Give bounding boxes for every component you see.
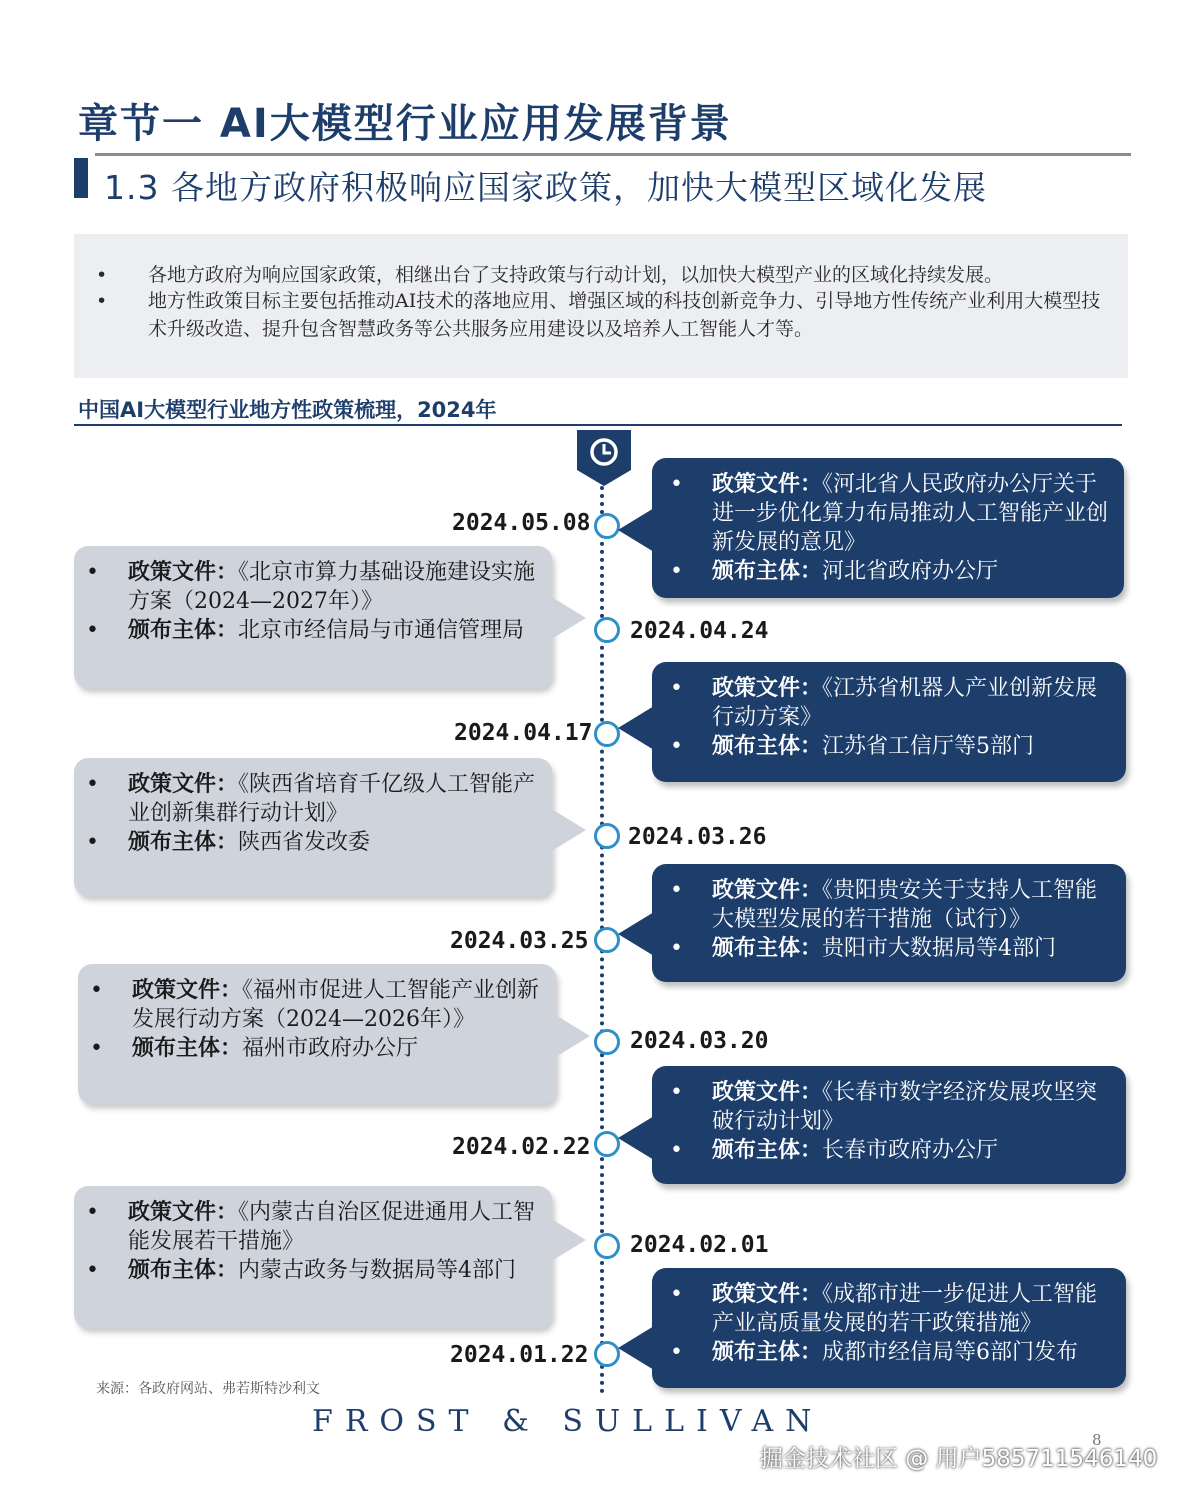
policy-issuer-text [670, 934, 1116, 963]
policy-document-label: 政策文件： [712, 877, 823, 903]
policy-issuer-text [86, 828, 542, 857]
policy-card [74, 758, 552, 896]
bullet-icon: • [86, 1200, 99, 1225]
section-divider [95, 153, 1131, 156]
policy-document-text [86, 770, 542, 828]
policy-document-row [86, 1198, 542, 1256]
policy-issuer-text [86, 616, 542, 645]
policy-issuer-name: 贵阳市大数据局等4部门 [822, 936, 1057, 961]
card-pointer [550, 596, 586, 640]
policy-document-label: 政策文件： [128, 1199, 239, 1225]
bullet-icon: • [86, 830, 99, 855]
card-pointer [618, 508, 654, 552]
bullet-icon: • [670, 878, 683, 903]
policy-issuer-row [670, 1338, 1116, 1367]
chapter-title: 章节一 AI大模型行业应用发展背景 [78, 101, 732, 147]
policy-card [652, 458, 1124, 598]
policy-issuer-label: 颁布主体： [128, 829, 239, 855]
frost-sullivan-logo: FROST & SULLIVAN [312, 1404, 824, 1439]
timeline-header-badge [575, 430, 633, 492]
timeline-date: 2024.02.22 [452, 1134, 591, 1160]
policy-issuer-row [90, 1034, 546, 1063]
policy-issuer-name: 成都市经信局等6部门发布 [822, 1340, 1079, 1365]
policy-document-text [86, 558, 542, 616]
policy-issuer-row [86, 616, 542, 645]
timeline-node [594, 721, 620, 747]
summary-point: 地方性政策目标主要包括推动AI技术的落地应用、增强区域的科技创新竞争力、引导地方性传统产业利用大模型技术升级改造、提升包含智慧政务等公共服务应用建设以及培养人工智能人才等。 [148, 290, 1101, 340]
policy-issuer-text [90, 1034, 546, 1063]
policy-document-row [86, 770, 542, 828]
policy-issuer-row [86, 1256, 542, 1285]
policy-document-row [670, 470, 1114, 557]
policy-document-title: 《成都市进一步促进人工智能产业高质量发展的若干政策措施》 [712, 1282, 1098, 1336]
policy-document-title: 《陕西省培育千亿级人工智能产业创新集群行动计划》 [128, 772, 536, 826]
policy-card [652, 864, 1126, 982]
timeline-date: 2024.04.24 [630, 618, 769, 644]
policy-document-row [670, 674, 1116, 732]
policy-issuer-row [670, 732, 1116, 761]
timeline-date: 2024.03.25 [450, 928, 589, 954]
card-pointer [618, 706, 654, 750]
policy-issuer-label: 颁布主体： [712, 558, 823, 584]
watermark: 掘金技术社区 @ 用户585711546140 [760, 1446, 1158, 1472]
policy-issuer-label: 颁布主体： [712, 1339, 823, 1365]
clock-icon [575, 430, 633, 488]
policy-document-text [90, 976, 546, 1034]
bullet-icon: • [86, 772, 99, 797]
policy-document-text [86, 1198, 542, 1256]
policy-document-row [86, 558, 542, 616]
policy-issuer-name: 河北省政府办公厅 [822, 559, 999, 584]
policy-issuer-name: 陕西省发改委 [238, 830, 371, 855]
policy-issuer-row [670, 1136, 1116, 1165]
policy-issuer-text [86, 1256, 542, 1285]
policy-issuer-row [670, 934, 1116, 963]
policy-document-text [670, 470, 1114, 557]
policy-issuer-text [670, 557, 1114, 586]
policy-document-title: 《福州市促进人工智能产业创新发展行动方案（2024—2026年）》 [132, 978, 540, 1032]
summary-bullet: • [96, 290, 108, 312]
policy-document-label: 政策文件： [128, 771, 239, 797]
policy-card [78, 964, 556, 1104]
source-note: 来源：各政府网站、弗若斯特沙利文 [96, 1381, 320, 1397]
bullet-icon: • [86, 560, 99, 585]
policy-document-title: 《贵阳贵安关于支持人工智能大模型发展的若干措施（试行）》 [712, 878, 1098, 932]
policy-issuer-text [670, 1338, 1116, 1367]
chart-title: 中国AI大模型行业地方性政策梳理，2024年 [78, 398, 497, 422]
bullet-icon: • [670, 1080, 683, 1105]
bullet-icon: • [86, 1258, 99, 1283]
section-title: 1.3 各地方政府积极响应国家政策，加快大模型区域化发展 [104, 168, 987, 207]
policy-document-row [670, 1078, 1116, 1136]
summary-point: 各地方政府为响应国家政策，相继出台了支持政策与行动计划，以加快大模型产业的区域化持续发展。 [148, 264, 1004, 286]
policy-issuer-text [670, 732, 1116, 761]
policy-card [74, 1186, 552, 1328]
timeline-node [594, 1029, 620, 1055]
policy-document-label: 政策文件： [128, 559, 239, 585]
timeline-node [594, 1341, 620, 1367]
policy-card [652, 1268, 1126, 1388]
policy-document-title: 《长春市数字经济发展攻坚突破行动计划》 [712, 1080, 1098, 1134]
policy-issuer-row [86, 828, 542, 857]
chart-title-rule [74, 424, 1122, 426]
policy-document-label: 政策文件： [712, 1079, 823, 1105]
policy-card [74, 546, 552, 688]
policy-issuer-label: 颁布主体： [712, 733, 823, 759]
timeline-date: 2024.03.20 [630, 1028, 769, 1054]
bullet-icon: • [86, 618, 99, 643]
bullet-icon: • [670, 1340, 683, 1365]
bullet-icon: • [90, 1036, 103, 1061]
page-number: 8 [1092, 1431, 1102, 1449]
timeline-date: 2024.04.17 [454, 720, 593, 746]
timeline-date: 2024.05.08 [452, 510, 591, 536]
bullet-icon: • [670, 472, 683, 497]
card-pointer [554, 1014, 590, 1058]
policy-document-text [670, 674, 1116, 732]
bullet-icon: • [670, 559, 683, 584]
policy-document-text [670, 1280, 1116, 1338]
policy-document-label: 政策文件： [132, 977, 243, 1003]
policy-card [652, 662, 1126, 782]
timeline-node [594, 927, 620, 953]
policy-document-label: 政策文件： [712, 471, 823, 497]
timeline-date: 2024.02.01 [630, 1232, 769, 1258]
policy-card [652, 1066, 1126, 1184]
timeline-node [594, 617, 620, 643]
bullet-icon: • [670, 1282, 683, 1307]
summary-bullet: • [96, 264, 108, 286]
timeline-node [594, 513, 620, 539]
policy-document-text [670, 876, 1116, 934]
policy-issuer-label: 颁布主体： [712, 935, 823, 961]
policy-issuer-row [670, 557, 1114, 586]
bullet-icon: • [670, 676, 683, 701]
policy-document-label: 政策文件： [712, 675, 823, 701]
bullet-icon: • [90, 978, 103, 1003]
policy-issuer-label: 颁布主体： [128, 1257, 239, 1283]
policy-issuer-name: 内蒙古政务与数据局等4部门 [238, 1258, 517, 1283]
timeline-node [594, 1233, 620, 1259]
timeline-date: 2024.03.26 [628, 824, 767, 850]
card-pointer [618, 1116, 654, 1160]
timeline-node [594, 1131, 620, 1157]
policy-document-title: 《江苏省机器人产业创新发展行动方案》 [712, 676, 1098, 730]
policy-issuer-label: 颁布主体： [132, 1035, 243, 1061]
policy-issuer-name: 北京市经信局与市通信管理局 [238, 618, 525, 643]
card-pointer [550, 1218, 586, 1262]
bullet-icon: • [670, 936, 683, 961]
section-marker [74, 158, 88, 198]
timeline-date: 2024.01.22 [450, 1342, 589, 1368]
policy-document-title: 《北京市算力基础设施建设实施方案（2024—2027年）》 [128, 560, 536, 614]
card-pointer [618, 1326, 654, 1370]
timeline-node [594, 823, 620, 849]
policy-document-row [670, 876, 1116, 934]
policy-issuer-name: 长春市政府办公厅 [822, 1138, 999, 1163]
policy-issuer-label: 颁布主体： [712, 1137, 823, 1163]
policy-document-row [670, 1280, 1116, 1338]
policy-document-text [670, 1078, 1116, 1136]
policy-document-row [90, 976, 546, 1034]
policy-issuer-text [670, 1136, 1116, 1165]
bullet-icon: • [670, 734, 683, 759]
policy-issuer-name: 江苏省工信厅等5部门 [822, 734, 1035, 759]
policy-issuer-name: 福州市政府办公厅 [242, 1036, 419, 1061]
policy-issuer-label: 颁布主体： [128, 617, 239, 643]
card-pointer [550, 808, 586, 852]
bullet-icon: • [670, 1138, 683, 1163]
policy-document-title: 《内蒙古自治区促进通用人工智能发展若干措施》 [128, 1200, 536, 1254]
policy-document-title: 《河北省人民政府办公厅关于进一步优化算力布局推动人工智能产业创新发展的意见》 [712, 472, 1109, 555]
card-pointer [618, 912, 654, 956]
policy-document-label: 政策文件： [712, 1281, 823, 1307]
